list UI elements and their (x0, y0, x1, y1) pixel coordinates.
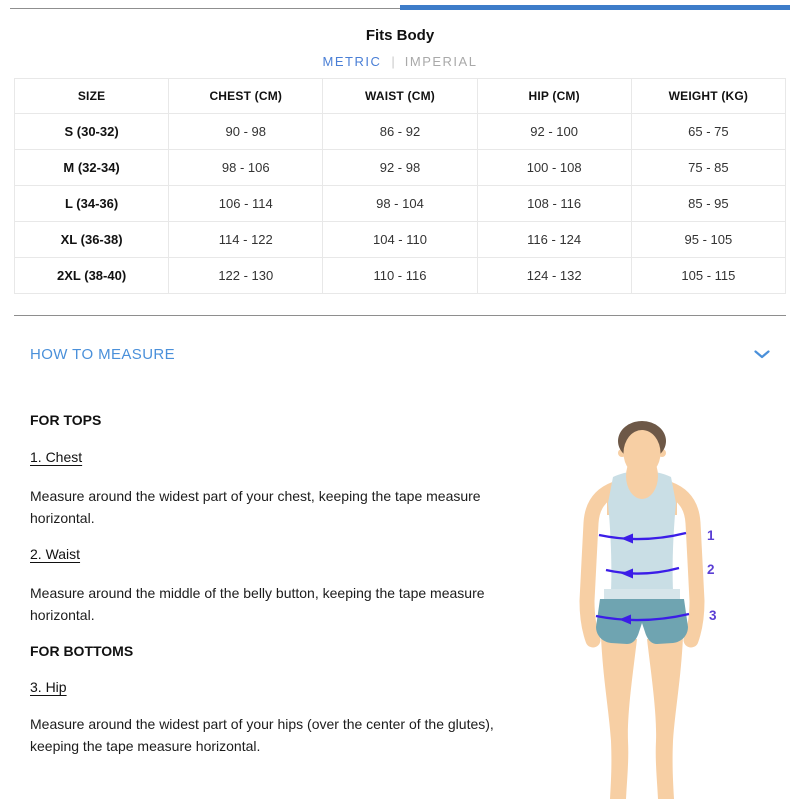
cell-waist: 98 - 104 (323, 186, 477, 222)
cell-waist: 110 - 116 (323, 258, 477, 294)
chevron-path (756, 352, 769, 358)
figure-label-hip: 3 (709, 608, 717, 623)
table-row (15, 186, 786, 222)
column-header-weight: WEIGHT (KG) (631, 79, 785, 114)
cell-size: L (34-36) (15, 186, 169, 222)
figure-left-leg (601, 637, 637, 799)
step-label-waist: 2. Waist (30, 546, 81, 562)
column-header-size: SIZE (15, 79, 169, 114)
size-table (14, 78, 786, 294)
figure-right-leg (647, 637, 683, 799)
step-text-waist: Measure around the middle of the belly button, keeping the tape measure horizontal. (30, 585, 485, 623)
cell-size: M (32-34) (15, 150, 169, 186)
figure-label-waist: 2 (707, 562, 715, 577)
cell-waist: 86 - 92 (323, 114, 477, 150)
cell-chest: 90 - 98 (169, 114, 323, 150)
cell-hip: 124 - 132 (477, 258, 631, 294)
cell-chest: 98 - 106 (169, 150, 323, 186)
cell-waist: 92 - 98 (323, 150, 477, 186)
cell-chest: 106 - 114 (169, 186, 323, 222)
how-to-measure-title: HOW TO MEASURE (30, 346, 176, 363)
figure-waistband (604, 589, 680, 600)
chevron-down-icon[interactable] (754, 350, 770, 359)
page-title: Fits Body (365, 27, 435, 44)
cell-hip: 116 - 124 (477, 222, 631, 258)
section-divider (14, 315, 786, 316)
column-header-chest: CHEST (CM) (169, 79, 323, 114)
cell-size: 2XL (38-40) (15, 258, 169, 294)
measure-instructions (30, 404, 522, 757)
cell-hip: 92 - 100 (477, 114, 631, 150)
table-row (15, 222, 786, 258)
tab-metric[interactable]: METRIC (322, 54, 382, 69)
figure-shorts (596, 599, 688, 644)
cell-weight: 85 - 95 (631, 186, 785, 222)
step-label-hip: 3. Hip (30, 679, 67, 695)
tab-separator: | (391, 54, 395, 69)
table-header-row (15, 79, 786, 114)
cell-hip: 108 - 116 (477, 186, 631, 222)
cell-chest: 122 - 130 (169, 258, 323, 294)
cell-weight: 95 - 105 (631, 222, 785, 258)
cell-weight: 65 - 75 (631, 114, 785, 150)
cell-waist: 104 - 110 (323, 222, 477, 258)
table-row (15, 258, 786, 294)
column-header-hip: HIP (CM) (477, 79, 631, 114)
cell-chest: 114 - 122 (169, 222, 323, 258)
cell-size: S (30-32) (15, 114, 169, 150)
measurement-figure (563, 413, 797, 800)
step-text-hip: Measure around the widest part of your hips (over the center of the glutes), keeping the tape measure horizontal. (30, 716, 494, 754)
table-row (15, 150, 786, 186)
step-text-chest: Measure around the widest part of your chest, keeping the tape measure horizontal. (30, 488, 481, 526)
cell-hip: 100 - 108 (477, 150, 631, 186)
cell-size: XL (36-38) (15, 222, 169, 258)
cell-weight: 75 - 85 (631, 150, 785, 186)
table-row (15, 114, 786, 150)
unit-toggle (0, 54, 800, 69)
for-tops-heading: FOR TOPS (30, 412, 102, 428)
tab-imperial[interactable]: IMPERIAL (404, 54, 478, 69)
how-to-measure-accordion[interactable] (30, 346, 770, 363)
active-tab-indicator (400, 5, 790, 10)
figure-label-chest: 1 (707, 528, 715, 543)
cell-weight: 105 - 115 (631, 258, 785, 294)
step-label-chest: 1. Chest (30, 449, 83, 465)
for-bottoms-heading: FOR BOTTOMS (30, 643, 134, 659)
figure-face (624, 430, 661, 476)
column-header-waist: WAIST (CM) (323, 79, 477, 114)
